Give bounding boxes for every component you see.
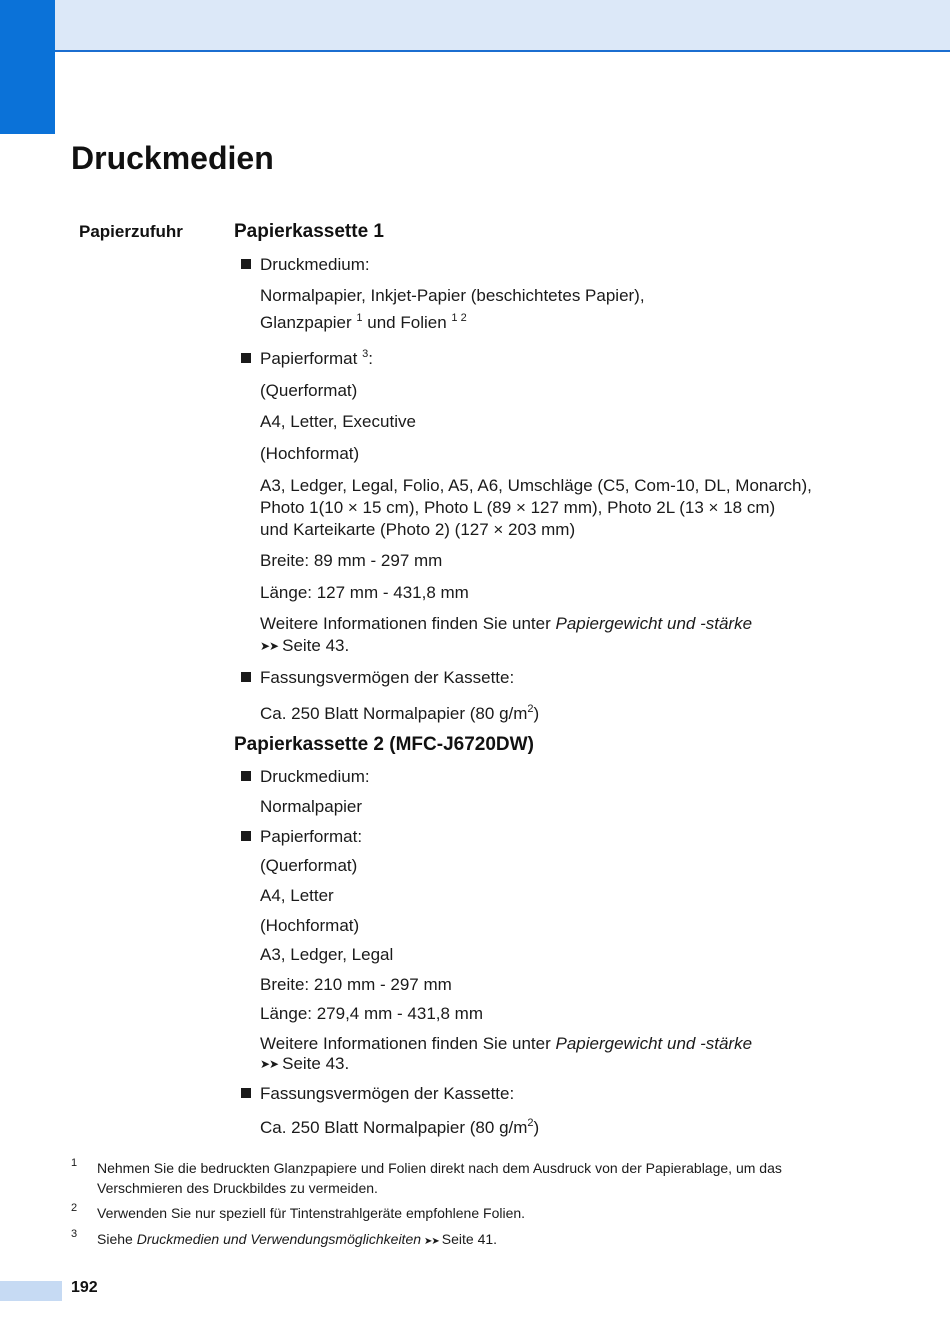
tray2-capacity-label: Fassungsvermögen der Kassette: bbox=[260, 1084, 515, 1103]
tray1-portrait-line2: Photo 1(10 × 15 cm), Photo L (89 × 127 mm), Photo 2L (13 × 18 cm) bbox=[260, 498, 776, 517]
tray2-length: Länge: 279,4 mm - 431,8 mm bbox=[260, 1004, 484, 1023]
tray2-more-info: Weitere Informationen finden Sie unter Papiergewicht und -stärke bbox=[260, 1034, 753, 1053]
tray2-capacity: Ca. 250 Blatt Normalpapier (80 $g/m^2$) bbox=[260, 1117, 540, 1137]
footnote-text: Nehmen Sie die bedruckten Glanzpapiere und Folien direkt nach dem Ausdruck von der Papierablage, um das Verschmieren des Druckbildes zu vermeiden. bbox=[97, 1160, 782, 1196]
chapter-tab bbox=[0, 0, 55, 134]
bullet-icon bbox=[241, 259, 251, 269]
bullet-icon bbox=[241, 672, 251, 682]
tray1-capacity-label: Fassungsvermögen der Kassette: bbox=[260, 668, 515, 687]
tray2-landscape-sizes: A4, Letter bbox=[260, 886, 334, 905]
tray2-landscape: (Querformat) bbox=[260, 856, 358, 875]
tray2-portrait-sizes: A3, Ledger, Legal bbox=[260, 945, 394, 964]
tray1-heading: Papierkassette 1 bbox=[234, 221, 384, 242]
tray2-width: Breite: 210 mm - 297 mm bbox=[260, 975, 452, 994]
footnote-number: 1 bbox=[71, 1157, 78, 1169]
bullet-icon bbox=[241, 1088, 251, 1098]
tray1-portrait-line1: A3, Ledger, Legal, Folio, A5, A6, Umschläge (C5, Com-10, DL, Monarch), bbox=[260, 476, 812, 495]
cross-reference-link[interactable]: Papiergewicht und -stärke bbox=[555, 1034, 753, 1053]
tray1-landscape: (Querformat) bbox=[260, 381, 358, 400]
footnote-text: Siehe Druckmedien und Verwendungsmöglichkeiten ➤➤ Seite 41. bbox=[97, 1231, 498, 1247]
bullet-icon bbox=[241, 831, 251, 841]
bullet-icon bbox=[241, 353, 251, 363]
tray1-medium-label: Druckmedium: bbox=[260, 255, 370, 274]
footnote-ref: 1 bbox=[356, 312, 363, 324]
tray1-portrait-line3: und Karteikarte (Photo 2) (127 × 203 mm) bbox=[260, 520, 576, 539]
tray1-medium-line1: Normalpapier, Inkjet-Papier (beschichtetes Papier), bbox=[260, 286, 645, 305]
bullet-icon bbox=[241, 771, 251, 781]
footnote-ref: 1 2 bbox=[451, 312, 467, 324]
tray1-more-info: Weitere Informationen finden Sie unter Papiergewicht und -stärke bbox=[260, 614, 753, 633]
double-arrow-icon: ➤➤ bbox=[424, 1236, 439, 1247]
tray1-landscape-sizes: A4, Letter, Executive bbox=[260, 412, 416, 431]
tray1-capacity: Ca. 250 Blatt Normalpapier (80 $g/m^2$) bbox=[260, 703, 540, 723]
double-arrow-icon: ➤➤ bbox=[260, 639, 279, 653]
tray2-medium-label: Druckmedium: bbox=[260, 767, 370, 786]
cross-reference-link[interactable]: Papiergewicht und -stärke bbox=[555, 614, 753, 633]
double-arrow-icon: ➤➤ bbox=[260, 1057, 279, 1071]
header-band bbox=[0, 0, 950, 52]
tray1-page-ref: ➤➤ Seite 43. bbox=[260, 636, 350, 655]
section-label: Papierzufuhr bbox=[79, 222, 183, 241]
cross-reference-link[interactable]: Druckmedien und Verwendungsmöglichkeiten bbox=[136, 1231, 422, 1247]
footnote-number: 2 bbox=[71, 1202, 78, 1214]
tray1-format-label: Papierformat $^3$: bbox=[260, 348, 373, 368]
tray2-format-label: Papierformat: bbox=[260, 827, 363, 846]
tray1-medium-line2: Glanzpapier $^1$ und Folien $^{1 2}$ bbox=[260, 312, 467, 332]
tray1-width: Breite: 89 mm - 297 mm bbox=[260, 551, 443, 570]
tray2-portrait: (Hochformat) bbox=[260, 916, 360, 935]
page-number-bar bbox=[0, 1281, 62, 1301]
tray1-portrait: (Hochformat) bbox=[260, 444, 360, 463]
footnote-ref: 3 bbox=[362, 348, 369, 360]
tray2-medium-value: Normalpapier bbox=[260, 797, 363, 816]
tray2-heading: Papierkassette 2 (MFC-J6720DW) bbox=[234, 734, 534, 755]
tray2-page-ref: ➤➤ Seite 43. bbox=[260, 1054, 350, 1073]
page-title: Druckmedien bbox=[71, 140, 274, 176]
footnote-text: Verwenden Sie nur speziell für Tintenstrahlgeräte empfohlene Folien. bbox=[97, 1205, 526, 1221]
page-number: 192 bbox=[71, 1279, 98, 1296]
tray1-length: Länge: 127 mm - 431,8 mm bbox=[260, 583, 469, 602]
footnote-number: 3 bbox=[71, 1228, 78, 1240]
